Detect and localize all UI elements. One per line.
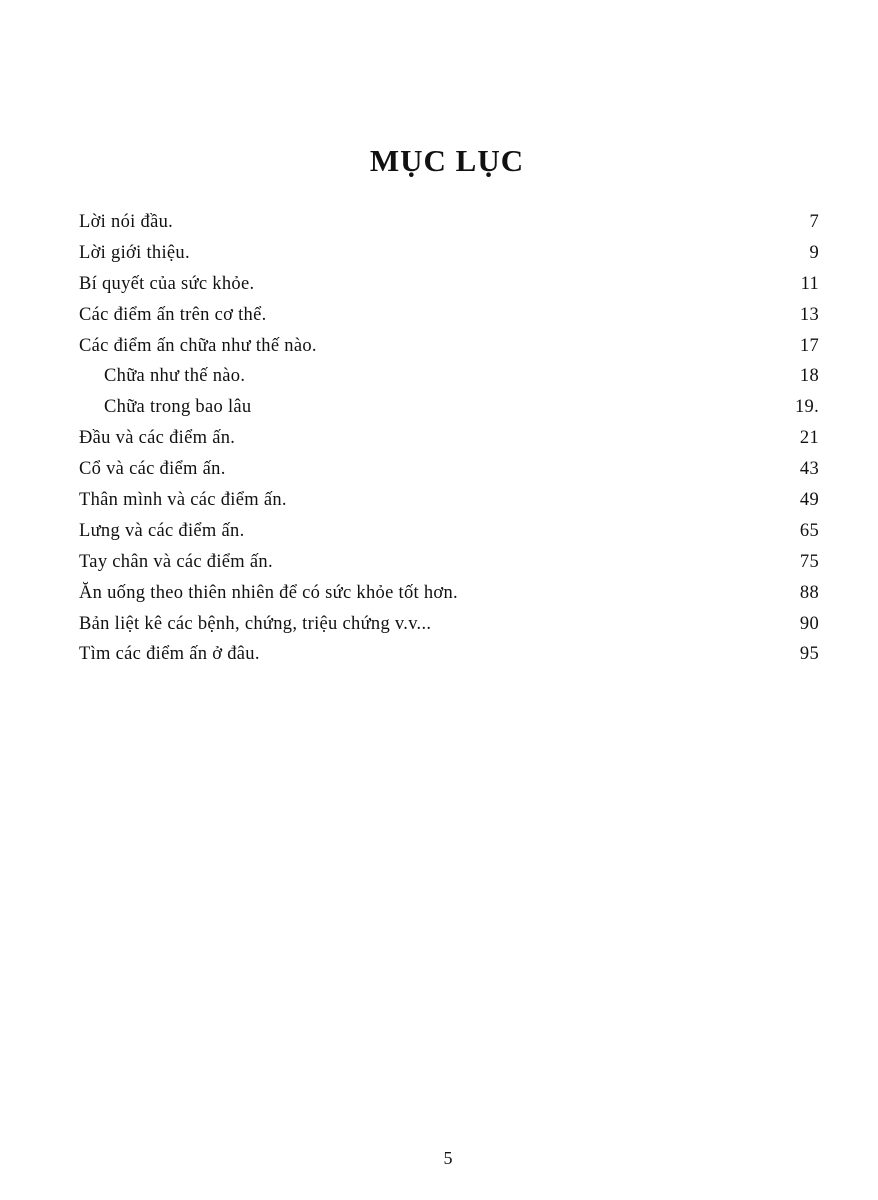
toc-entry-page: 7 (809, 212, 819, 232)
toc-entry-label: Ăn uống theo thiên nhiên để có sức khỏe tốt hơn. (79, 582, 458, 603)
toc-entry-page: 11 (800, 273, 819, 294)
toc-entry-page: 21 (799, 428, 819, 449)
toc-entry-label: Bí quyết của sức khỏe. (79, 273, 255, 294)
table-of-contents (79, 207, 819, 670)
toc-entry (79, 423, 819, 454)
toc-entry (79, 547, 819, 578)
toc-entry (79, 454, 819, 485)
toc-entry-page: 49 (799, 490, 819, 511)
toc-entry-label: Lời giới thiệu. (79, 242, 190, 263)
toc-entry (79, 516, 819, 547)
toc-entry-label: Tìm các điểm ấn ở đâu. (79, 644, 260, 665)
toc-entry (79, 238, 819, 269)
toc-entry-page: 75 (799, 551, 819, 572)
toc-subentry-page: 19. (794, 397, 819, 418)
toc-entry-label: Cổ và các điểm ấn. (79, 459, 226, 480)
toc-entry (79, 485, 819, 516)
toc-entry (79, 609, 819, 640)
toc-entry (79, 639, 819, 670)
toc-entry (79, 578, 819, 609)
toc-subentry (79, 361, 819, 392)
toc-entry-page: 13 (799, 304, 819, 325)
toc-entry-page: 43 (799, 459, 819, 480)
toc-entry-page: 17 (799, 335, 819, 356)
toc-entry-page: 95 (799, 644, 819, 665)
toc-entry-label: Thân mình và các điểm ấn. (79, 490, 287, 511)
toc-entry-page: 88 (799, 582, 819, 603)
toc-entry (79, 300, 819, 331)
page-title: MỤC LỤC (369, 142, 525, 178)
toc-entry-page: 90 (799, 613, 819, 634)
toc-entry (79, 269, 819, 300)
toc-entry-label: Các điểm ấn chữa như thế nào. (79, 335, 317, 356)
page-number: 5 (443, 1148, 453, 1168)
toc-entry-page: 9 (809, 242, 819, 263)
toc-entry-label: Bản liệt kê các bệnh, chứng, triệu chứng v.v... (79, 613, 432, 634)
toc-subentry-page: 18 (799, 366, 819, 387)
toc-entry (79, 331, 819, 362)
toc-entry-page: 65 (799, 520, 819, 541)
toc-entry-label: Các điểm ấn trên cơ thể. (79, 304, 267, 325)
toc-entry-label: Tay chân và các điểm ấn. (79, 551, 273, 572)
toc-subentry (79, 392, 819, 423)
toc-subentry-label: Chữa trong bao lâu (104, 397, 252, 418)
toc-entry-label: Lưng và các điểm ấn. (79, 520, 245, 541)
toc-entry-label: Lời nói đầu. (79, 212, 174, 232)
toc-entry (79, 207, 819, 238)
toc-subentry-label: Chữa như thế nào. (104, 366, 246, 387)
toc-entry-label: Đầu và các điểm ấn. (79, 428, 236, 449)
